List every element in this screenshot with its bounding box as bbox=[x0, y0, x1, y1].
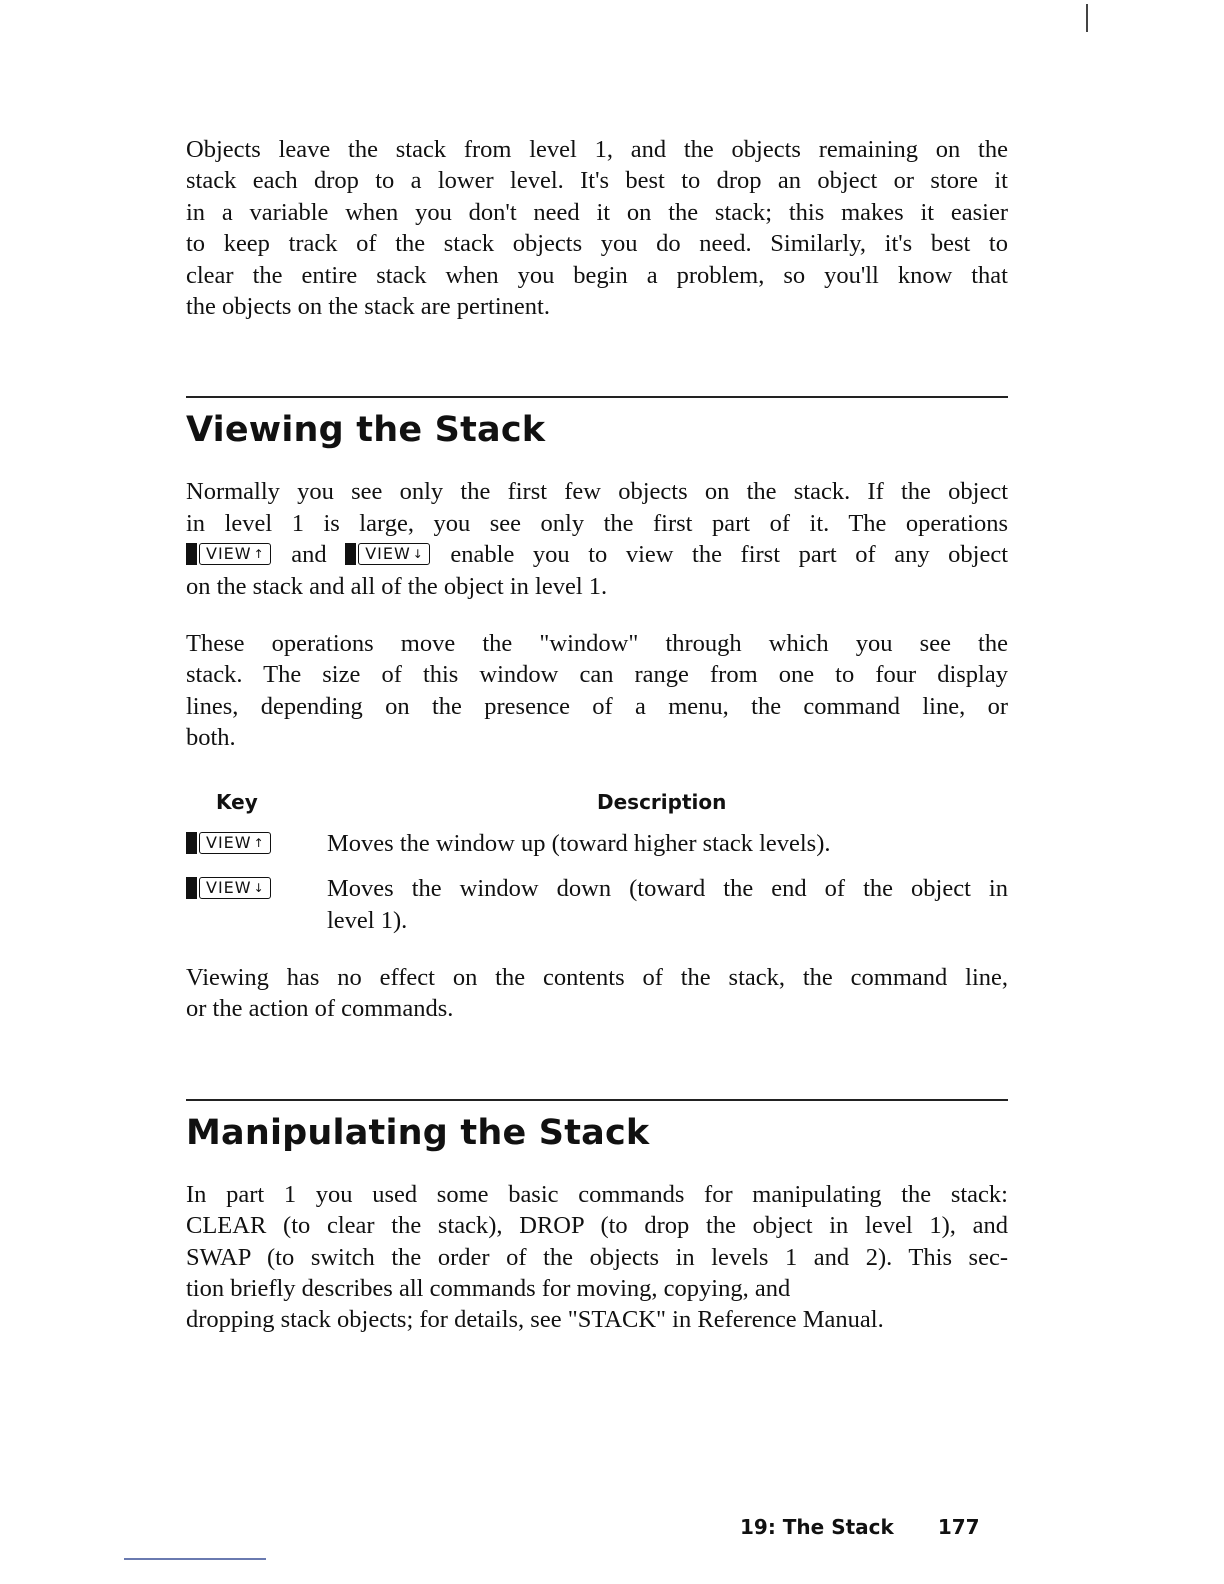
view-up-key-box bbox=[199, 543, 271, 565]
viewing-p2-line-3: lines, depending on the presence of a menu, the command line, or bbox=[186, 692, 1008, 720]
viewing-p2-line-1: These operations move the "window" through which you see the bbox=[186, 630, 1008, 658]
viewing-p1-line-3-rest: enable you to view the first part of any object bbox=[450, 541, 1009, 569]
manipulating-section-title: Manipulating the Stack bbox=[186, 1112, 650, 1153]
up-arrow-icon: ↑ bbox=[253, 835, 265, 850]
viewing-p1-line-2: in level 1 is large, you see only the first part of it. The operations bbox=[186, 509, 1008, 537]
viewing-p2-line-4: both. bbox=[186, 724, 236, 752]
viewing-paragraph-2 bbox=[186, 628, 1008, 754]
shift-key-icon bbox=[345, 543, 356, 565]
row-description bbox=[327, 873, 1008, 936]
page-footer bbox=[740, 1515, 980, 1539]
viewing-p2-line-2: stack. The size of this window can range from one to four display bbox=[186, 661, 1008, 689]
table-row bbox=[186, 873, 1008, 936]
manipulating-line-3: SWAP (to switch the order of the objects in levels 1 and 2). This sec- bbox=[186, 1243, 1008, 1271]
manipulating-line-2: CLEAR (to clear the stack), DROP (to drop the object in level 1), and bbox=[186, 1212, 1008, 1240]
shift-key-icon bbox=[186, 832, 197, 854]
row-description bbox=[327, 828, 1008, 859]
view-key-label: VIEW bbox=[206, 832, 252, 852]
intro-line-3: in a variable when you don't need it on the stack; this makes it easier bbox=[186, 198, 1008, 226]
description-column-header: Description bbox=[597, 789, 727, 814]
intro-line-6: the objects on the stack are pertinent. bbox=[186, 293, 550, 321]
viewing-p3-line-1: Viewing has no effect on the contents of the stack, the command line, bbox=[186, 963, 1008, 991]
footer-chapter: 19: The Stack bbox=[740, 1515, 894, 1539]
view-down-key-box bbox=[358, 543, 430, 565]
manipulating-line-1: In part 1 you used some basic commands for manipulating the stack: bbox=[186, 1180, 1008, 1208]
view-key-label: VIEW bbox=[365, 544, 411, 564]
intro-line-4: to keep track of the stack objects you do need. Similarly, it's best to bbox=[186, 230, 1008, 258]
viewing-p1-line-3 bbox=[186, 539, 1008, 570]
down-arrow-icon: ↓ bbox=[253, 881, 265, 896]
bottom-edge-rule bbox=[124, 1558, 266, 1560]
view-up-key-box bbox=[199, 832, 271, 854]
row-description-line-1: Moves the window down (toward the end of the object in bbox=[327, 875, 1008, 903]
viewing-section-title: Viewing the Stack bbox=[186, 410, 546, 451]
and-word: and bbox=[291, 541, 327, 569]
viewing-p3-line-2: or the action of commands. bbox=[186, 995, 454, 1023]
viewing-p1-line-1: Normally you see only the first few objects on the stack. If the object bbox=[186, 478, 1008, 506]
manipulating-line-5: dropping stack objects; for details, see "STACK" in Reference Manual. bbox=[186, 1306, 884, 1334]
manipulating-paragraph bbox=[186, 1179, 1008, 1336]
down-arrow-icon: ↓ bbox=[412, 547, 424, 562]
viewing-p1-line-4: on the stack and all of the object in level 1. bbox=[186, 572, 608, 600]
intro-line-2: stack each drop to a lower level. It's best to drop an object or store it bbox=[186, 167, 1008, 195]
row-description-line-1: Moves the window up (toward higher stack levels). bbox=[327, 829, 831, 857]
manipulating-section-rule bbox=[186, 1099, 1008, 1101]
up-arrow-icon: ↑ bbox=[253, 547, 265, 562]
view-down-key bbox=[345, 543, 430, 565]
view-up-key bbox=[186, 543, 271, 565]
intro-line-1: Objects leave the stack from level 1, and the objects remaining on the bbox=[186, 136, 1008, 163]
view-key-label: VIEW bbox=[206, 544, 252, 564]
footer-page-number: 177 bbox=[937, 1515, 980, 1539]
key-column-header: Key bbox=[216, 789, 258, 814]
view-key-label: VIEW bbox=[206, 878, 252, 898]
viewing-section-rule bbox=[186, 396, 1008, 398]
page-content bbox=[186, 134, 1008, 1336]
shift-key-icon bbox=[186, 877, 197, 899]
intro-paragraph bbox=[186, 134, 1008, 322]
view-up-key bbox=[186, 832, 271, 854]
viewing-paragraph-1 bbox=[186, 476, 1008, 602]
table-row bbox=[186, 828, 1008, 859]
intro-line-5: clear the entire stack when you begin a problem, so you'll know that bbox=[186, 261, 1008, 289]
key-table-header bbox=[186, 790, 1008, 820]
row-description-line-2: level 1). bbox=[327, 906, 408, 934]
view-down-key-box bbox=[199, 877, 271, 899]
view-down-key bbox=[186, 877, 271, 899]
viewing-paragraph-3 bbox=[186, 962, 1008, 1025]
manipulating-line-4: tion briefly describes all commands for moving, copying, and bbox=[186, 1274, 791, 1302]
scan-edge-mark bbox=[1086, 4, 1088, 32]
shift-key-icon bbox=[186, 543, 197, 565]
